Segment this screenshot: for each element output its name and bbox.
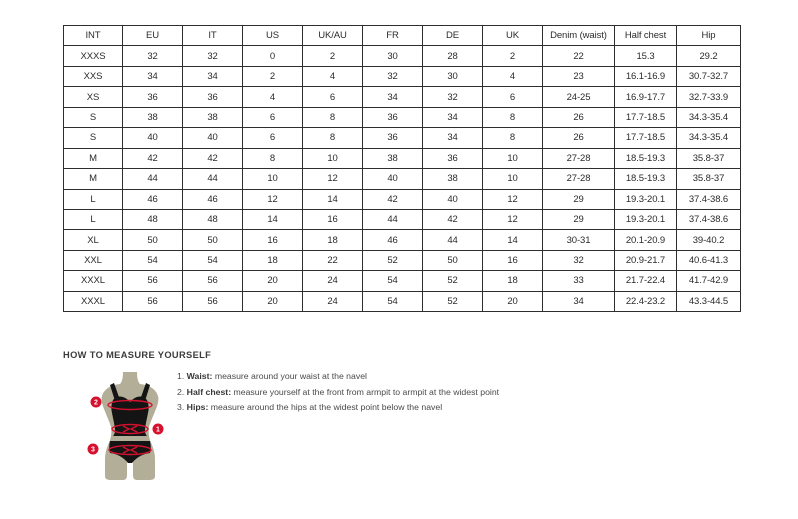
table-cell: 12	[243, 189, 303, 209]
table-cell: 30	[423, 66, 483, 86]
table-cell: 23	[543, 66, 615, 86]
table-cell: 42	[363, 189, 423, 209]
table-cell: 2	[483, 46, 543, 66]
table-cell: 12	[483, 189, 543, 209]
table-cell: 41.7-42.9	[677, 271, 741, 291]
table-cell: 35.8-37	[677, 169, 741, 189]
table-cell: 56	[123, 271, 183, 291]
table-cell: 40	[363, 169, 423, 189]
table-cell: XXXL	[64, 271, 123, 291]
table-cell: 46	[363, 230, 423, 250]
column-header: Hip	[677, 26, 741, 46]
table-cell: 32	[543, 250, 615, 270]
table-cell: 40	[183, 128, 243, 148]
table-cell: 32	[183, 46, 243, 66]
table-cell: 22	[303, 250, 363, 270]
table-cell: L	[64, 209, 123, 229]
table-cell: S	[64, 128, 123, 148]
table-cell: 52	[423, 271, 483, 291]
table-cell: 20.9-21.7	[615, 250, 677, 270]
measure-section-heading: HOW TO MEASURE YOURSELF	[63, 350, 212, 360]
table-cell: 20.1-20.9	[615, 230, 677, 250]
column-header: EU	[123, 26, 183, 46]
step-number: 2.	[177, 386, 185, 397]
table-cell: 2	[303, 46, 363, 66]
svg-text:3: 3	[91, 446, 95, 454]
table-cell: 10	[483, 148, 543, 168]
table-row	[64, 209, 741, 229]
table-cell: XXXL	[64, 291, 123, 311]
step-text: measure around your waist at the navel	[212, 371, 367, 381]
step-number: 1.	[177, 371, 185, 381]
svg-text:2: 2	[94, 399, 98, 407]
table-cell: 54	[363, 271, 423, 291]
table-cell: 44	[423, 230, 483, 250]
table-cell: 38	[123, 107, 183, 127]
measure-step-half-chest	[177, 387, 499, 403]
table-cell: 34.3-35.4	[677, 128, 741, 148]
table-cell: 42	[183, 148, 243, 168]
table-cell: 46	[183, 189, 243, 209]
column-header: Half chest	[615, 26, 677, 46]
table-cell: 36	[123, 87, 183, 107]
table-cell: 32	[423, 87, 483, 107]
column-header: DE	[423, 26, 483, 46]
table-cell: 48	[123, 209, 183, 229]
step-term: Half chest:	[186, 386, 232, 397]
column-header: INT	[64, 26, 123, 46]
table-cell: 35.8-37	[677, 148, 741, 168]
table-cell: 32.7-33.9	[677, 87, 741, 107]
table-cell: 10	[483, 169, 543, 189]
table-cell: 30	[363, 46, 423, 66]
table-row	[64, 250, 741, 270]
table-cell: 17.7-18.5	[615, 128, 677, 148]
table-cell: 17.7-18.5	[615, 107, 677, 127]
table-cell: 34	[543, 291, 615, 311]
table-cell: 24	[303, 291, 363, 311]
table-cell: 44	[363, 209, 423, 229]
table-cell: M	[64, 169, 123, 189]
table-cell: 8	[243, 148, 303, 168]
table-row	[64, 148, 741, 168]
table-cell: 40.6-41.3	[677, 250, 741, 270]
table-cell: 36	[183, 87, 243, 107]
table-cell: 24	[303, 271, 363, 291]
table-cell: 34	[123, 66, 183, 86]
table-cell: 18.5-19.3	[615, 148, 677, 168]
table-cell: 32	[363, 66, 423, 86]
table-cell: 52	[423, 291, 483, 311]
svg-text:1: 1	[156, 426, 160, 434]
table-cell: 2	[243, 66, 303, 86]
step-term: Waist:	[186, 371, 213, 381]
table-cell: 56	[183, 271, 243, 291]
table-cell: 29	[543, 189, 615, 209]
table-cell: 48	[183, 209, 243, 229]
table-cell: XXS	[64, 66, 123, 86]
column-header: IT	[183, 26, 243, 46]
measure-instructions	[177, 371, 499, 418]
step-text: measure around the hips at the widest point below the navel	[208, 402, 443, 413]
table-cell: 29	[543, 209, 615, 229]
table-cell: 33	[543, 271, 615, 291]
table-cell: 42	[423, 209, 483, 229]
table-cell: S	[64, 107, 123, 127]
table-cell: 38	[423, 169, 483, 189]
table-cell: 40	[123, 128, 183, 148]
table-cell: 20	[243, 291, 303, 311]
mannequin-illustration	[78, 369, 170, 481]
table-cell: 43.3-44.5	[677, 291, 741, 311]
table-cell: 10	[303, 148, 363, 168]
marker-half-chest	[91, 397, 102, 408]
table-cell: 21.7-22.4	[615, 271, 677, 291]
table-cell: 30-31	[543, 230, 615, 250]
table-cell: 26	[543, 107, 615, 127]
header-row	[64, 26, 741, 46]
table-cell: 30.7-32.7	[677, 66, 741, 86]
table-cell: 36	[363, 107, 423, 127]
table-cell: 50	[123, 230, 183, 250]
table-cell: XS	[64, 87, 123, 107]
column-header: Denim (waist)	[543, 26, 615, 46]
table-cell: 4	[303, 66, 363, 86]
table-cell: 8	[483, 107, 543, 127]
table-row	[64, 46, 741, 66]
table-cell: 8	[483, 128, 543, 148]
table-cell: 54	[123, 250, 183, 270]
table-cell: 34	[363, 87, 423, 107]
table-cell: 16	[303, 209, 363, 229]
marker-hips	[88, 444, 99, 455]
table-cell: 18.5-19.3	[615, 169, 677, 189]
table-row	[64, 128, 741, 148]
table-row	[64, 189, 741, 209]
step-text: measure yourself at the front from armpit to armpit at the widest point	[231, 386, 500, 397]
table-cell: 24-25	[543, 87, 615, 107]
table-cell: 50	[423, 250, 483, 270]
table-cell: 14	[483, 230, 543, 250]
measure-step-hips	[177, 402, 499, 418]
table-cell: 27-28	[543, 169, 615, 189]
table-cell: 12	[483, 209, 543, 229]
table-cell: 19.3-20.1	[615, 189, 677, 209]
table-row	[64, 230, 741, 250]
table-cell: 16	[243, 230, 303, 250]
table-row	[64, 66, 741, 86]
size-conversion-table	[63, 25, 741, 312]
table-cell: 50	[183, 230, 243, 250]
measure-step-waist	[177, 371, 499, 387]
table-cell: 16	[483, 250, 543, 270]
column-header: FR	[363, 26, 423, 46]
table-cell: 26	[543, 128, 615, 148]
table-cell: 37.4-38.6	[677, 209, 741, 229]
table-cell: M	[64, 148, 123, 168]
size-chart-section	[63, 25, 741, 312]
table-cell: 32	[123, 46, 183, 66]
table-cell: XXL	[64, 250, 123, 270]
table-cell: 40	[423, 189, 483, 209]
table-cell: XXXS	[64, 46, 123, 66]
table-cell: 56	[183, 291, 243, 311]
table-cell: 46	[123, 189, 183, 209]
table-cell: XL	[64, 230, 123, 250]
table-cell: 10	[243, 169, 303, 189]
table-cell: 22.4-23.2	[615, 291, 677, 311]
table-row	[64, 169, 741, 189]
table-cell: 19.3-20.1	[615, 209, 677, 229]
table-cell: 34.3-35.4	[677, 107, 741, 127]
table-row	[64, 87, 741, 107]
table-cell: 52	[363, 250, 423, 270]
table-cell: 16.9-17.7	[615, 87, 677, 107]
table-cell: 16.1-16.9	[615, 66, 677, 86]
table-cell: 27-28	[543, 148, 615, 168]
table-cell: 6	[483, 87, 543, 107]
column-header: US	[243, 26, 303, 46]
table-cell: 54	[183, 250, 243, 270]
table-cell: 29.2	[677, 46, 741, 66]
table-cell: 34	[423, 107, 483, 127]
table-cell: 14	[303, 189, 363, 209]
table-cell: 36	[423, 148, 483, 168]
table-cell: 12	[303, 169, 363, 189]
table-cell: 20	[483, 291, 543, 311]
table-cell: 4	[483, 66, 543, 86]
table-cell: 8	[303, 128, 363, 148]
step-number: 3.	[177, 402, 185, 413]
camisole-bodice	[111, 396, 148, 436]
table-cell: 20	[243, 271, 303, 291]
table-cell: 34	[423, 128, 483, 148]
table-row	[64, 271, 741, 291]
table-cell: 18	[303, 230, 363, 250]
table-cell: 6	[243, 128, 303, 148]
table-row	[64, 291, 741, 311]
table-cell: 22	[543, 46, 615, 66]
table-cell: 28	[423, 46, 483, 66]
table-cell: 15.3	[615, 46, 677, 66]
table-cell: 0	[243, 46, 303, 66]
table-cell: 56	[123, 291, 183, 311]
column-header: UK/AU	[303, 26, 363, 46]
table-cell: 38	[183, 107, 243, 127]
table-cell: 6	[243, 107, 303, 127]
table-cell: 37.4-38.6	[677, 189, 741, 209]
table-cell: 18	[483, 271, 543, 291]
table-cell: 4	[243, 87, 303, 107]
table-cell: 44	[183, 169, 243, 189]
table-cell: 39-40.2	[677, 230, 741, 250]
step-term: Hips:	[186, 402, 209, 413]
table-cell: L	[64, 189, 123, 209]
column-header: UK	[483, 26, 543, 46]
table-row	[64, 107, 741, 127]
table-cell: 18	[243, 250, 303, 270]
marker-waist	[153, 424, 164, 435]
table-cell: 6	[303, 87, 363, 107]
table-cell: 8	[303, 107, 363, 127]
table-cell: 44	[123, 169, 183, 189]
table-cell: 54	[363, 291, 423, 311]
table-cell: 42	[123, 148, 183, 168]
table-cell: 34	[183, 66, 243, 86]
table-cell: 38	[363, 148, 423, 168]
table-cell: 14	[243, 209, 303, 229]
table-cell: 36	[363, 128, 423, 148]
